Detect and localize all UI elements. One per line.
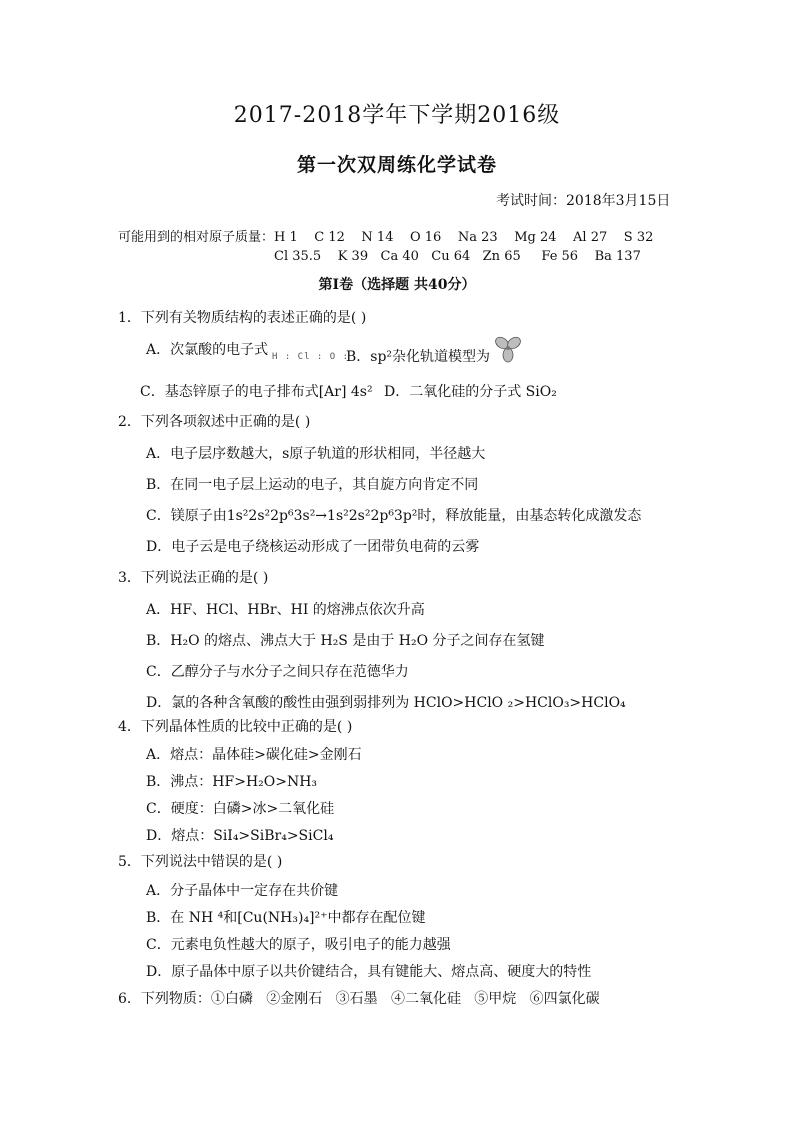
section-title: 第Ⅰ卷（选择题 共40分） [318, 277, 476, 293]
question-3-stem: 3．下列说法正确的是( ) [118, 570, 269, 586]
question-1-option-d: D．二氧化硅的分子式 SiO₂ [384, 384, 557, 400]
question-1-option-a: A．次氯酸的电子式 [146, 342, 269, 358]
question-2-stem: 2．下列各项叙述中正确的是( ) [118, 414, 311, 430]
question-4-option-c: C．硬度：白磷>冰>二氧化硅 [146, 801, 335, 817]
question-6-stem: 6．下列物质：①白磷 ②金刚石 ③石墨 ④二氧化硅 ⑤甲烷 ⑥四氯化碳 [118, 991, 600, 1007]
question-1-option-b: B．sp²杂化轨道模型为 [346, 349, 491, 365]
question-2-option-b: B．在同一电子层上运动的电子，其自旋方向肯定不同 [146, 477, 479, 493]
exam-title: 2017-2018学年下学期2016级 [233, 103, 561, 128]
question-4-option-b: B．沸点：HF>H₂O>NH₃ [146, 774, 318, 790]
question-2-option-a: A．电子层序数越大，s原子轨道的形状相同，半径越大 [146, 446, 486, 462]
question-1-option-c: C．基态锌原子的电子排布式[Ar] 4s² [140, 384, 373, 400]
exam-time: 考试时间：2018年3月15日 [496, 193, 671, 209]
question-3-option-a: A．HF、HCl、HBr、HI 的熔沸点依次升高 [146, 602, 425, 618]
question-5-option-d: D．原子晶体中原子以共价键结合，具有键能大、熔点高、硬度大的特性 [146, 964, 592, 980]
question-3-option-d: D．氯的各种含氧酸的酸性由强到弱排列为 HClO>HClO ₂>HClO₃>HClO₄ [146, 695, 626, 711]
sp2-orbital-model-icon [492, 334, 524, 364]
question-5-option-b: B．在 NH ⁴和[Cu(NH₃)₄]²⁺中都存在配位键 [146, 910, 426, 926]
question-3-option-c: C．乙醇分子与水分子之间只存在范德华力 [146, 664, 409, 680]
question-5-stem: 5．下列说法中错误的是( ) [118, 854, 283, 870]
exam-subtitle: 第一次双周练化学试卷 [296, 154, 497, 176]
atomic-mass-line-2: Cl 35.5 K 39 Ca 40 Cu 64 Zn 65 Fe 56 Ba 137 [274, 249, 641, 264]
hclo-electron-formula: H : Cl : O : [272, 352, 350, 362]
question-2-option-c: C．镁原子由1s²2s²2p⁶3s²→1s²2s²2p⁶3p²时，释放能量，由基态转化成激发态 [146, 508, 642, 524]
question-5-option-c: C．元素电负性越大的原子，吸引电子的能力越强 [146, 937, 451, 953]
atomic-mass-line-1: 可能用到的相对原子质量：H 1 C 12 N 14 O 16 Na 23 Mg 24 Al 27 S 32 [118, 230, 654, 245]
question-2-option-d: D．电子云是电子绕核运动形成了一团带负电荷的云雾 [146, 539, 480, 555]
question-3-option-b: B．H₂O 的熔点、沸点大于 H₂S 是由于 H₂O 分子之间存在氢键 [146, 633, 545, 649]
question-4-option-d: D．熔点：SiI₄>SiBr₄>SiCl₄ [146, 828, 334, 844]
question-4-stem: 4．下列晶体性质的比较中正确的是( ) [118, 719, 353, 735]
question-5-option-a: A．分子晶体中一定存在共价键 [146, 883, 339, 899]
question-1-stem: 1．下列有关物质结构的表述正确的是( ) [118, 310, 367, 326]
question-4-option-a: A．熔点：晶体硅>碳化硅>金刚石 [146, 747, 362, 763]
